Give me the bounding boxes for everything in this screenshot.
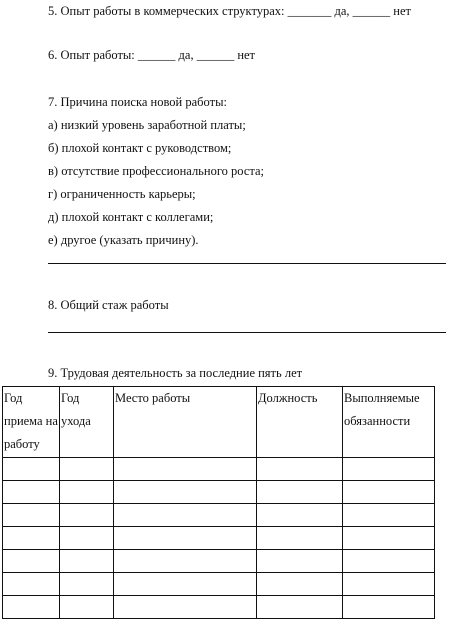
reason-option-b: б) плохой контакт с руководством; bbox=[48, 141, 232, 155]
table-cell[interactable] bbox=[3, 527, 60, 550]
question-9-title: 9. Трудовая деятельность за последние пять лет bbox=[48, 366, 303, 380]
header-leave-year: Год ухода bbox=[60, 387, 114, 458]
table-cell[interactable] bbox=[257, 596, 343, 619]
header-duties: Выполняемые обязанности bbox=[343, 387, 435, 458]
table-cell[interactable] bbox=[3, 550, 60, 573]
table-cell[interactable] bbox=[114, 596, 257, 619]
table-cell[interactable] bbox=[343, 458, 435, 481]
table-cell[interactable] bbox=[343, 550, 435, 573]
table-cell[interactable] bbox=[343, 596, 435, 619]
reason-option-a: а) низкий уровень заработной платы; bbox=[48, 118, 246, 132]
table-cell[interactable] bbox=[257, 573, 343, 596]
table-row bbox=[3, 481, 435, 504]
table-cell[interactable] bbox=[343, 481, 435, 504]
table-cell[interactable] bbox=[60, 504, 114, 527]
table-cell[interactable] bbox=[114, 458, 257, 481]
table-cell[interactable] bbox=[3, 573, 60, 596]
reason-answer-line[interactable] bbox=[48, 263, 446, 264]
reason-option-f: е) другое (указать причину). bbox=[48, 233, 199, 247]
header-workplace: Место работы bbox=[114, 387, 257, 458]
table-cell[interactable] bbox=[114, 527, 257, 550]
table-cell[interactable] bbox=[3, 458, 60, 481]
experience-answer-line[interactable] bbox=[48, 332, 446, 333]
table-cell[interactable] bbox=[343, 527, 435, 550]
employment-table bbox=[2, 386, 435, 619]
table-cell[interactable] bbox=[114, 504, 257, 527]
table-cell[interactable] bbox=[257, 458, 343, 481]
reason-option-d: г) ограниченность карьеры; bbox=[48, 187, 196, 201]
table-row bbox=[3, 596, 435, 619]
table-cell[interactable] bbox=[343, 573, 435, 596]
table-cell[interactable] bbox=[114, 573, 257, 596]
table-cell[interactable] bbox=[60, 458, 114, 481]
header-hire-year: Год приема на работу bbox=[3, 387, 60, 458]
table-cell[interactable] bbox=[114, 481, 257, 504]
table-cell[interactable] bbox=[257, 527, 343, 550]
question-8: 8. Общий стаж работы bbox=[48, 298, 169, 312]
table-cell[interactable] bbox=[257, 550, 343, 573]
table-cell[interactable] bbox=[60, 481, 114, 504]
table-row bbox=[3, 527, 435, 550]
table-cell[interactable] bbox=[3, 596, 60, 619]
table-cell[interactable] bbox=[3, 504, 60, 527]
question-5: 5. Опыт работы в коммерческих структурах: _______ да, ______ нет bbox=[48, 4, 412, 18]
table-cell[interactable] bbox=[257, 504, 343, 527]
table-cell[interactable] bbox=[60, 550, 114, 573]
table-row bbox=[3, 573, 435, 596]
table-cell[interactable] bbox=[257, 481, 343, 504]
question-6: 6. Опыт работы: ______ да, ______ нет bbox=[48, 48, 256, 62]
table-cell[interactable] bbox=[3, 481, 60, 504]
table-cell[interactable] bbox=[60, 527, 114, 550]
table-cell[interactable] bbox=[343, 504, 435, 527]
table-row bbox=[3, 504, 435, 527]
reason-option-e: д) плохой контакт с коллегами; bbox=[48, 210, 214, 224]
table-cell[interactable] bbox=[114, 550, 257, 573]
table-cell[interactable] bbox=[60, 596, 114, 619]
reason-option-c: в) отсутствие профессионального роста; bbox=[48, 164, 265, 178]
table-row bbox=[3, 458, 435, 481]
header-position: Должность bbox=[257, 387, 343, 458]
table-cell[interactable] bbox=[60, 573, 114, 596]
table-header-row bbox=[3, 387, 435, 458]
table-body bbox=[3, 458, 435, 619]
table-row bbox=[3, 550, 435, 573]
question-7-title: 7. Причина поиска новой работы: bbox=[48, 95, 227, 109]
